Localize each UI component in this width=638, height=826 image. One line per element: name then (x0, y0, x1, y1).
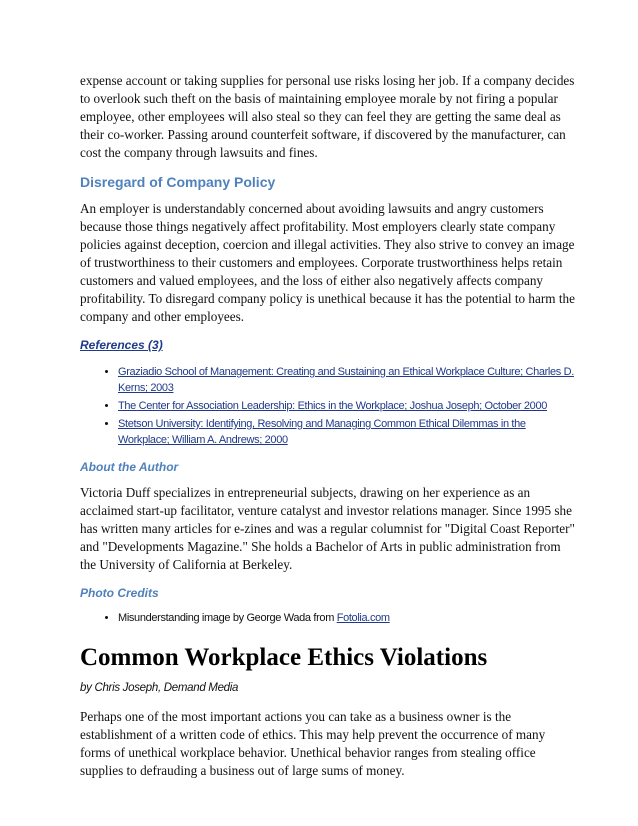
reference-item (118, 364, 578, 396)
section-heading-disregard: Disregard of Company Policy (80, 174, 276, 190)
photo-credits-list (80, 610, 578, 626)
article-byline: by Chris Joseph, Demand Media (80, 682, 239, 694)
photo-credit-text: Misunderstanding image by George Wada from (118, 612, 337, 624)
references-heading-link[interactable]: References (3) (80, 338, 163, 352)
reference-link-1[interactable]: Graziadio School of Management: Creating and Sustaining an Ethical Workplace Culture; Charles D. Kerns; 2003 (118, 366, 574, 394)
about-author-heading: About the Author (80, 460, 179, 474)
article-paragraph: Perhaps one of the most important actions you can take as a business owner is the establishment of a written code of ethics. This may help prevent the occurrence of many forms of unethical workplace behavior. Unethical behavior ranges from stealing office supplies to defrauding a business out of large sums of money. (80, 709, 546, 778)
photo-credit-item (118, 610, 578, 626)
article-title: Common Workplace Ethics Violations (80, 644, 488, 671)
reference-item (118, 398, 578, 414)
about-author-paragraph: Victoria Duff specializes in entrepreneurial subjects, drawing on her experience as an acclaimed start-up facilitator, venture catalyst and investor relations manager. Since 1995 she has written many articles for e-zines and was a regular columnist for "Digital Coast Reporter" and "Developments Magazine." She holds a Bachelor of Arts in public administration from the University of California at Berkeley. (80, 485, 575, 572)
intro-paragraph: expense account or taking supplies for personal use risks losing her job. If a company decides to overlook such theft on the basis of maintaining employee morale by not firing a popular employee, other employees will also steal so they can feel they are getting the same deal as their co-worker. Passing around counterfeit software, if discovered by the manufacturer, can cost the company through lawsuits and fines. (80, 73, 575, 160)
reference-link-3[interactable]: Stetson University: Identifying, Resolving and Managing Common Ethical Dilemmas in the Workplace; William A. Andrews; 2000 (118, 418, 526, 446)
references-list (80, 364, 578, 448)
reference-item (118, 416, 578, 448)
disregard-paragraph: An employer is understandably concerned about avoiding lawsuits and angry customers because those things negatively affect profitability. Most employers clearly state company policies against deception, coercion and illegal activities. They also strive to convey an image of trustworthiness to their customers and employees. Corporate trustworthiness helps retain customers and valued employees, and the loss of either also negatively affects company profitability. To disregard company policy is unethical because it has the potential to harm the company and other employees. (80, 201, 575, 324)
reference-link-2[interactable]: The Center for Association Leadership: Ethics in the Workplace; Joshua Joseph; October 2000 (118, 400, 547, 412)
photo-credits-heading: Photo Credits (80, 586, 159, 600)
fotolia-link[interactable]: Fotolia.com (336, 612, 390, 624)
